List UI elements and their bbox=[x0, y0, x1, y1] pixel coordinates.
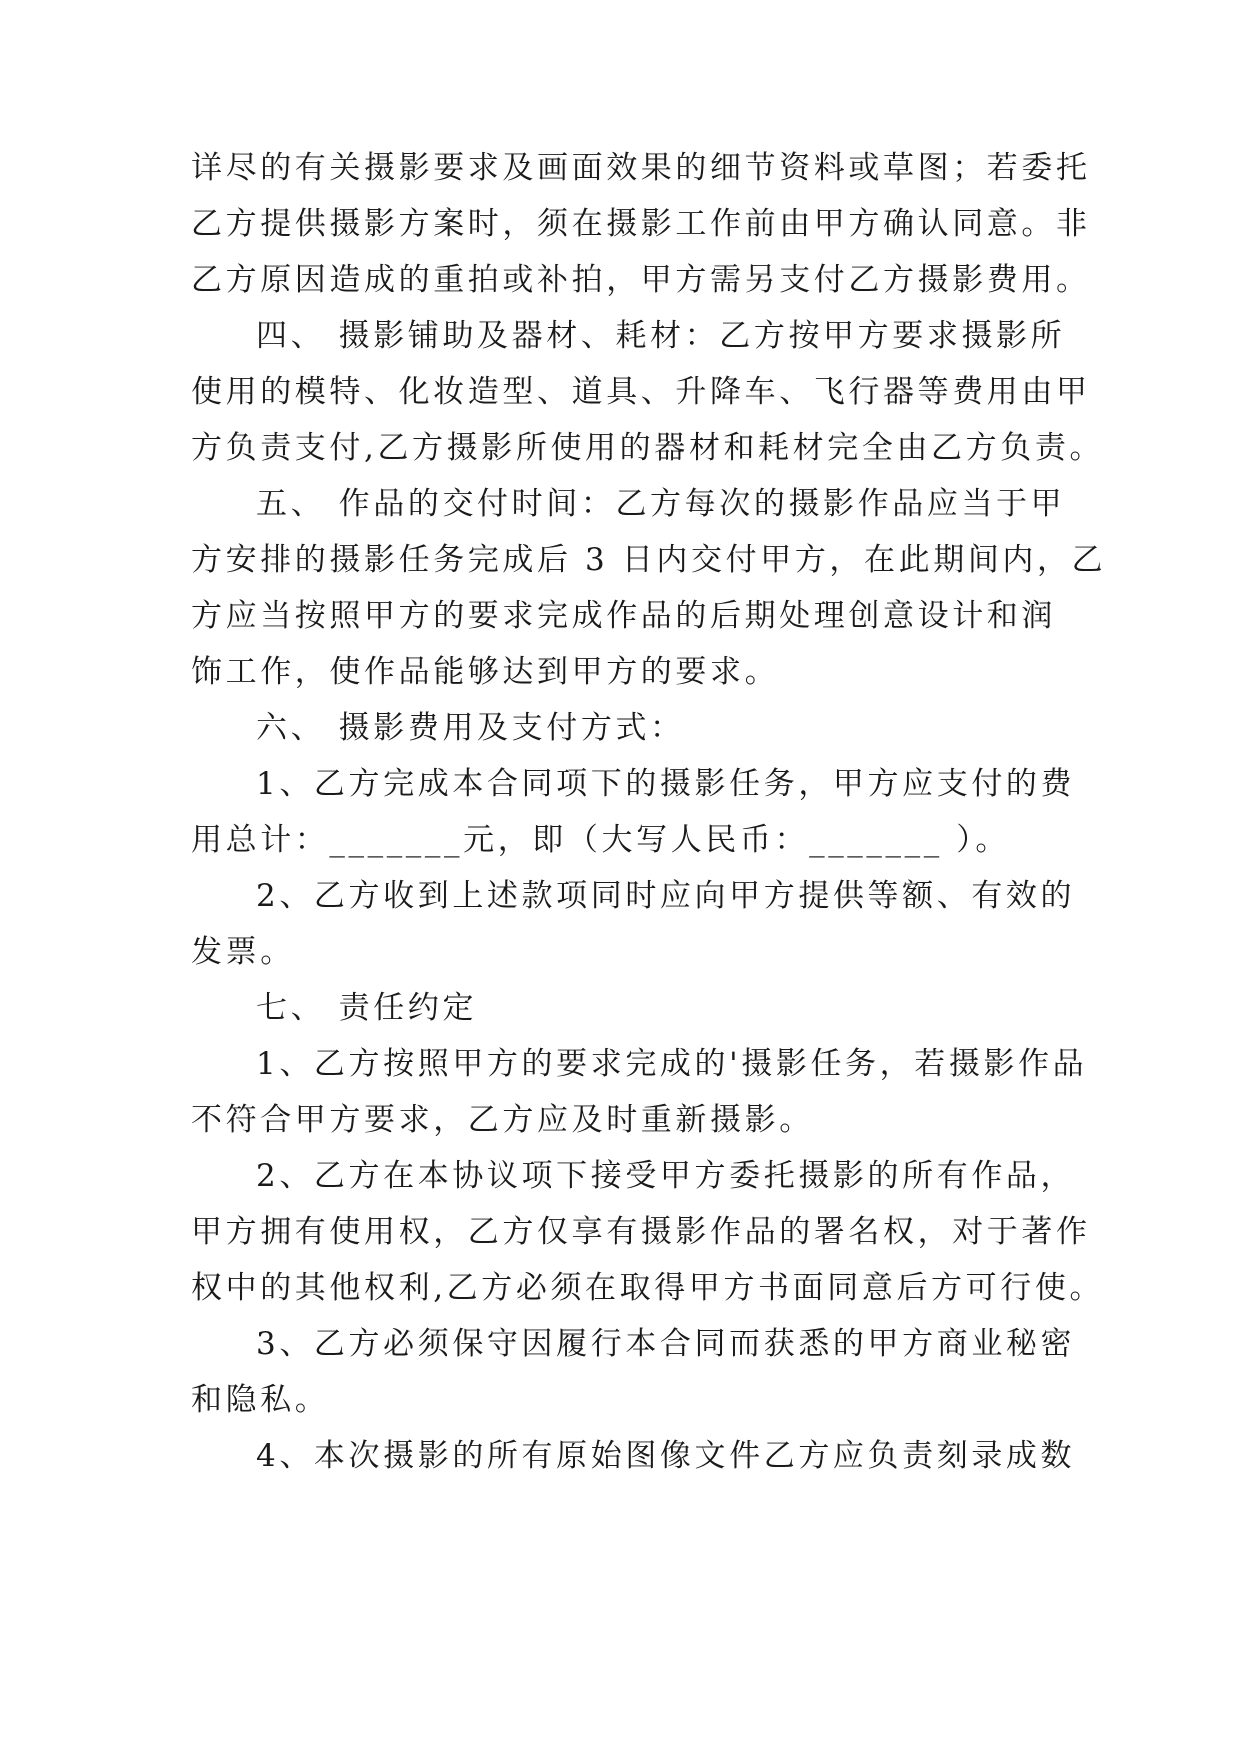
section-heading-6: 六、 摄影费用及支付方式： bbox=[256, 710, 685, 746]
section-heading-7: 七、 责任约定 bbox=[256, 990, 478, 1026]
text-line: 饰工作，使作品能够达到甲方的要求。 bbox=[191, 654, 780, 690]
text-line: 甲方拥有使用权，乙方仅享有摄影作品的署名权，对于著作 bbox=[191, 1214, 1091, 1250]
text-line: 方安排的摄影任务完成后 3 日内交付甲方，在此期间内，乙 bbox=[191, 542, 1107, 578]
text-line: 使用的模特、化妆造型、道具、升降车、飞行器等费用由甲 bbox=[191, 374, 1091, 410]
clause-7-1: 1、乙方按照甲方的要求完成的'摄影任务，若摄影作品 bbox=[256, 1046, 1088, 1082]
text-line: 详尽的有关摄影要求及画面效果的细节资料或草图；若委托 bbox=[191, 150, 1091, 186]
text-line: 方负责支付,乙方摄影所使用的器材和耗材完全由乙方负责。 bbox=[191, 430, 1105, 466]
text-line: 方应当按照甲方的要求完成作品的后期处理创意设计和润 bbox=[191, 598, 1056, 634]
section-heading-4: 四、 摄影铺助及器材、耗材：乙方按甲方要求摄影所 bbox=[256, 318, 1066, 354]
clause-7-3: 3、乙方必须保守因履行本合同而获悉的甲方商业秘密 bbox=[256, 1326, 1076, 1362]
section-heading-5: 五、 作品的交付时间：乙方每次的摄影作品应当于甲 bbox=[256, 486, 1066, 522]
clause-6-2: 2、乙方收到上述款项同时应向甲方提供等额、有效的 bbox=[256, 878, 1076, 914]
text-line: 不符合甲方要求，乙方应及时重新摄影。 bbox=[191, 1102, 814, 1138]
clause-7-4: 4、本次摄影的所有原始图像文件乙方应负责刻录成数 bbox=[256, 1438, 1076, 1474]
text-line: 和隐私。 bbox=[191, 1382, 330, 1418]
text-line: 发票。 bbox=[191, 934, 295, 970]
text-line: 乙方提供摄影方案时，须在摄影工作前由甲方确认同意。非 bbox=[191, 206, 1091, 242]
payment-total-line: 用总计：_______元，即（大写人民币：_______ ）。 bbox=[191, 822, 1010, 858]
clause-7-2: 2、乙方在本协议项下接受甲方委托摄影的所有作品， bbox=[256, 1158, 1076, 1194]
text-line: 乙方原因造成的重拍或补拍，甲方需另支付乙方摄影费用。 bbox=[191, 262, 1091, 298]
clause-6-1: 1、乙方完成本合同项下的摄影任务，甲方应支付的费 bbox=[256, 766, 1076, 802]
text-line: 权中的其他权利,乙方必须在取得甲方书面同意后方可行使。 bbox=[191, 1270, 1105, 1306]
